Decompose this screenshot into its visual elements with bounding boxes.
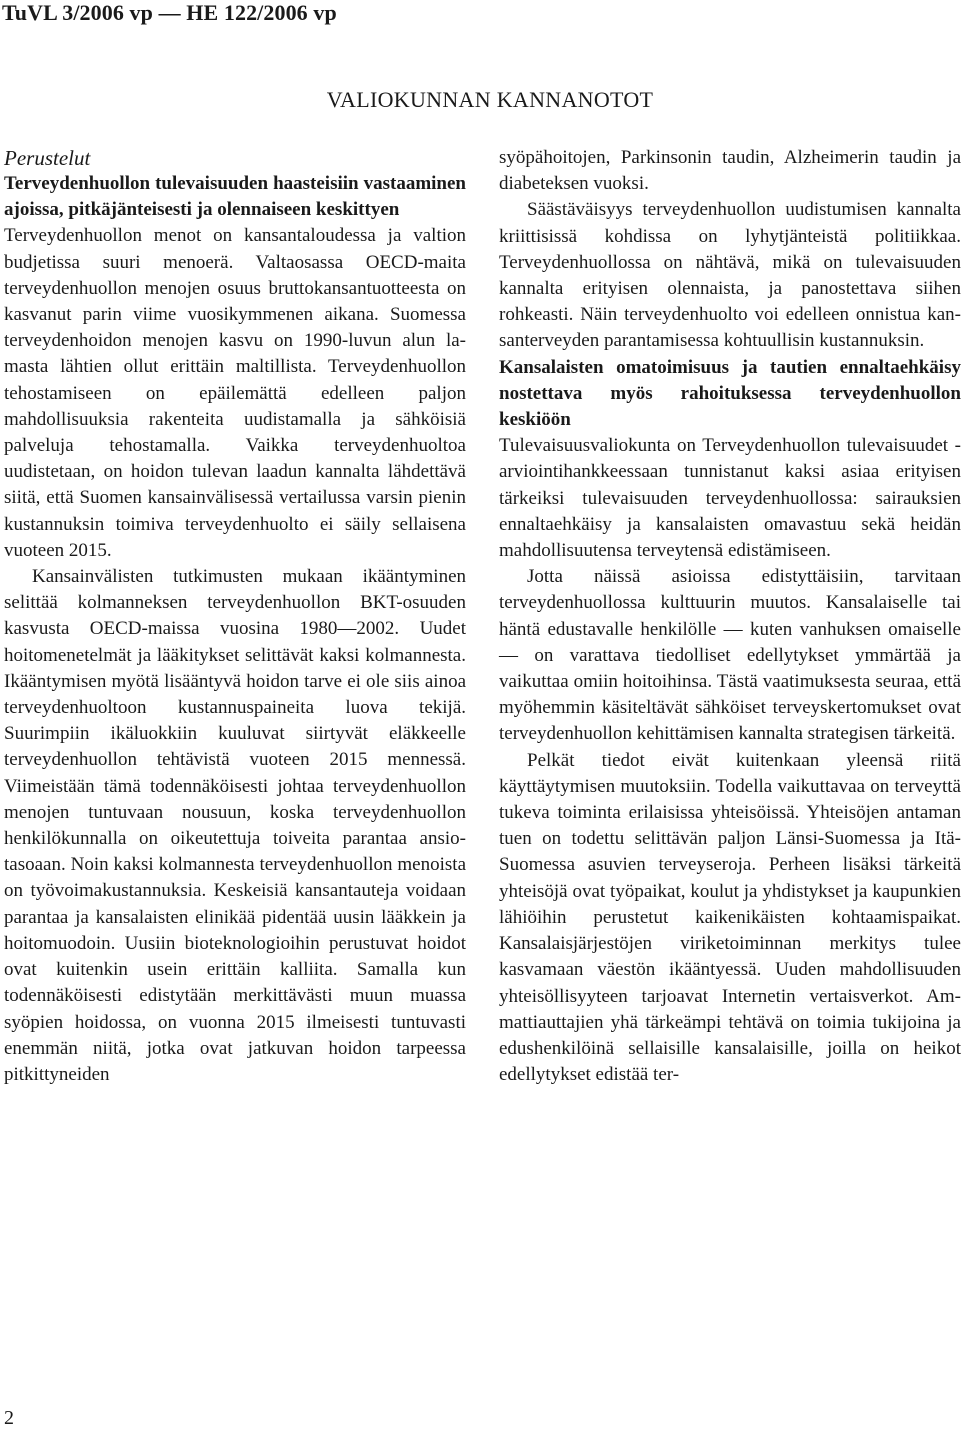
left-paragraph-2: Kansainvälisten tutkimusten mukaan ikääntyminen selittää kolmanneksen terveydenhuollon BKT-osuuden kasvusta OECD-maissa vuosina 1980—2002. Uudet hoitomenetelmät ja lääkitykset selittävät kaksi kolmannesta. Ikääntymisen myötä lisääntyvä hoidon tarve ei ole siis ainoa terveydenhuoltoon kustannuspaineita luova tekijä. Suurimpiin ikäluokkiin kuuluvat siirtyvät eläkkeelle terveydenhuollon tehtävistä vuoteen 2015 mennessä. Viimeistään tämä todennäköisesti johtaa terveydenhuollon menojen tuntuvaan nousuun, koska terveydenhuollon henkilökunnalla on oikeutettuja toiveita parantaa ansiotasoaan. Noin kaksi kolmannesta terveydenhuollon menoista on työvoimakustannuksia. Keskeisiä kansantauteja voidaan parantaa ja kansalaisten elinikää pidentää uusin lääkkein ja hoitomuodoin. Uusiin bioteknologioihin perustuvat hoidot ovat kuitenkin usein erittäin kalliita. Samalla kun todennäköisesti edistytään merkittävästi muun muassa syöpien hoidossa, on vuonna 2015 ilmeisesti tuntuvasti enemmän niitä, jotka ovat jatkuvan hoidon tarpeessa pitkittyneiden — [4, 566, 466, 1085]
right-paragraph-5: Pelkät tiedot eivät kuitenkaan yleensä riitä käyttäytymisen muutoksiin. Todella vaikuttavaa on terveyttä tukeva toiminta erilaisissa yhteisöissä. Yhteisöjen antaman tuen on todettu selittävän paljon Länsi-Suomessa ja Itä-Suomessa asuvien terveyseroja. Perheen lisäksi tärkeitä yhteisöjä ovat työpaikat, koulut ja yhdistykset ja kaupunkien lähiöihin perustetut kaikenikäisten kohtaamispaikat. Kansalaisjärjestöjen viriketoiminnan merkitys tulee kasvamaan väestön ikääntyessä. Uuden mahdollisuuden yhteisöllisyyteen tarjoavat Internetin vertaisverkot. Ammattiauttajien yhä tärkeämpi tehtävä on toimia tukijoina ja edushenkilöinä sellaisille kansalaisille, joilla on heikot edellytykset edistää ter- — [499, 749, 961, 1086]
page-number: 2 — [4, 1407, 14, 1429]
perustelut-label: Perustelut — [4, 146, 91, 170]
section-title: VALIOKUNNAN KANNANOTOT — [326, 87, 654, 112]
left-paragraph-1: Terveydenhuollon menot on kansantaloudessa ja valtion budjetissa suuri menoerä. Valtaosassa OECD-maita terveydenhuollon menojen osuus bruttokansantuotteesta on kasvanut parin viime vuosikymmenen aikana. Suomessa terveydenhoidon menojen kasvu on 1990-luvun alun lamasta lähtien ollut erittäin maltillista. Terveydenhuollon tehostamiseen on epäilemättä edelleen paljon mahdollisuuksia rakenteita uudistamalla ja sähköisiä palveluja tehostamalla. Vaikka terveydenhuoltoa uudistetaan, on hoidon tulevan laadun kannalta lähdettävä siitä, että Suomen kansainvälisessä vertailussa varsin pienin kustannuksin toimiva terveydenhuolto ei säily sellaisena vuoteen 2015. — [4, 225, 466, 561]
running-head: TuVL 3/2006 vp — HE 122/2006 vp — [2, 0, 337, 25]
right-paragraph-2: Säästäväisyys terveydenhuollon uudistumisen kannalta kriittisissä kohdissa on lyhytjänteistä politiikkaa. Terveydenhuollossa on nähtävä, mikä on tulevaisuuden kannalta erityisen olennaista, ja panostettava siihen rohkeasti. Näin terveydenhuolto voi edelleen onnistua kansanterveyden parantamisessa kohtuullisin kustannuksin. — [499, 199, 961, 352]
right-subheading: Kansalaisten omatoimisuus ja tautien ennaltaehkäisy nostettava myös rahoituksessa terveydenhuollon keskiöön — [499, 356, 961, 431]
left-column — [4, 145, 466, 1088]
right-column — [499, 145, 961, 1088]
right-paragraph-1: syöpähoitojen, Parkinsonin taudin, Alzheimerin taudin ja diabeteksen vuoksi. — [499, 147, 961, 195]
left-subheading: Terveydenhuollon tulevaisuuden haasteisiin vastaaminen ajoissa, pitkäjänteisesti ja olennaiseen keskittyen — [4, 173, 466, 221]
right-paragraph-3: Tulevaisuusvaliokunta on Terveydenhuollon tulevaisuudet -arviointihankkeessaan tunnistanut kaksi asiaa erityisen tärkeiksi tulevaisuuden terveydenhuollossa: sairauksien ennaltaehkäisy ja kansalaisten omavastuu sekä heidän mahdollisuutensa terveytensä edistämiseen. — [499, 435, 961, 562]
right-paragraph-4: Jotta näissä asioissa edistyttäisiin, tarvitaan terveydenhuollossa kulttuurin muutos. Kansalaiselle tai häntä edustavalle henkilölle — kuten vanhuksen omaiselle — on varattava tiedolliset edellytykset ymmärtää ja vaikuttaa omiin hoitoihinsa. Tästä vaatimuksesta seuraa, että myöhemmin käsiteltävät sähköiset terveyskertomukset ovat terveydenhuollon kehittämisen kannalta strategisen tärkeitä. — [499, 566, 961, 745]
